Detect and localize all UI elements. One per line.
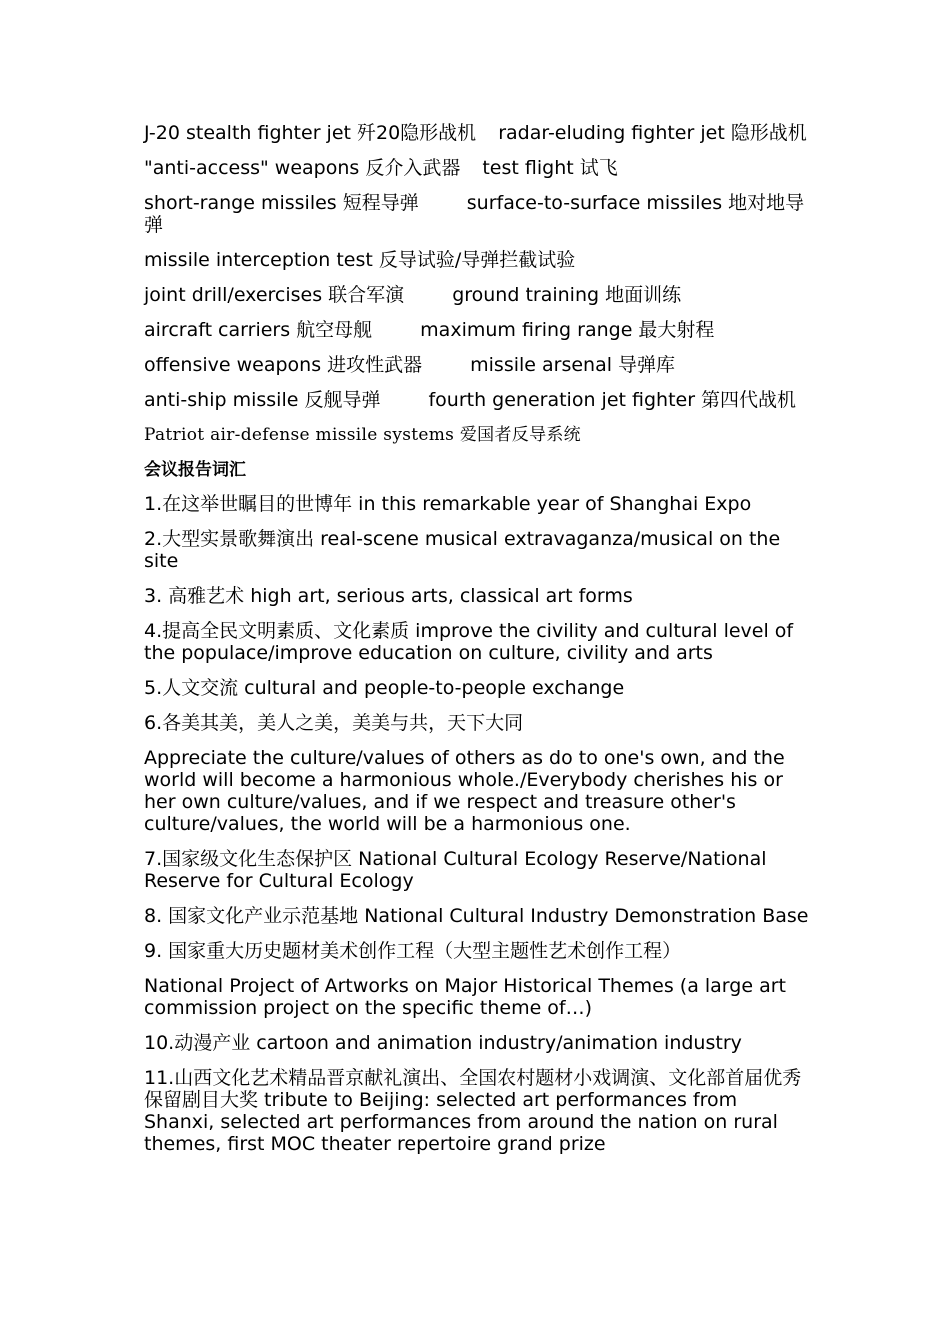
vocab-term: test flight 试飞: [482, 157, 618, 179]
vocab-term: radar-eluding fighter jet 隐形战机: [498, 122, 807, 144]
vocab-term: missile arsenal 导弹库: [470, 354, 676, 376]
list-item: 10.动漫产业 cartoon and animation industry/animation industry: [144, 1032, 742, 1054]
list-item: Appreciate the culture/values of others as do to one's own, and the world will become a harmonious whole./Everybody cherishes his or her own culture/values, and if we respect and treasure other's culture/values, the world will be a harmonious one.: [144, 747, 785, 835]
vocab-line-2: [144, 157, 812, 179]
patriot-line: Patriot air-defense missile systems 爱国者反导系统: [144, 425, 581, 445]
document-page: [144, 122, 812, 1168]
vocab-term: offensive weapons 进攻性武器: [144, 354, 423, 376]
list-item: 4.提高全民文明素质、文化素质 improve the civility and cultural level of the populace/improve education on culture, civility and arts: [144, 620, 794, 664]
vocab-term: missile interception test 反导试验/导弹拦截试验: [144, 249, 576, 271]
vocab-line-7: [144, 354, 812, 376]
vocab-term: maximum firing range 最大射程: [420, 319, 715, 341]
list-item: 9. 国家重大历史题材美术创作工程（大型主题性艺术创作工程）: [144, 940, 682, 962]
vocab-line-4: [144, 249, 812, 271]
vocab-line-8: [144, 389, 812, 411]
vocab-term: surface-to-surface missiles 地对地导弹: [144, 192, 805, 236]
vocab-line-5: [144, 284, 812, 306]
vocab-term: fourth generation jet fighter 第四代战机: [428, 389, 797, 411]
vocab-line-6: [144, 319, 812, 341]
list-item: 8. 国家文化产业示范基地 National Cultural Industry Demonstration Base: [144, 905, 809, 927]
vocab-term: anti-ship missile 反舰导弹: [144, 389, 381, 411]
list-item: 2.大型实景歌舞演出 real-scene musical extravaganza/musical on the site: [144, 528, 781, 572]
vocab-term: aircraft carriers 航空母舰: [144, 319, 373, 341]
vocab-line-3: [144, 192, 812, 236]
vocab-term: short-range missiles 短程导弹: [144, 192, 419, 214]
vocab-term: joint drill/exercises 联合军演: [144, 284, 405, 306]
list-item: 7.国家级文化生态保护区 National Cultural Ecology Reserve/National Reserve for Cultural Ecology: [144, 848, 767, 892]
section-heading: 会议报告词汇: [144, 460, 246, 480]
vocab-term: J-20 stealth fighter jet 歼20隐形战机: [144, 122, 477, 144]
list-item: 6.各美其美，美人之美，美美与共，天下大同: [144, 712, 524, 734]
list-item: 3. 高雅艺术 high art, serious arts, classical art forms: [144, 585, 633, 607]
vocab-term: "anti-access" weapons 反介入武器: [144, 157, 461, 179]
list-item: National Project of Artworks on Major Historical Themes (a large art commission project on the specific theme of…): [144, 975, 786, 1019]
list-item: 11.山西文化艺术精品晋京献礼演出、全国农村题材小戏调演、文化部首届优秀保留剧目大奖 tribute to Beijing: selected art performances from Shanxi, selected art performances from around the nation on rural themes, first MOC theater repertoire grand prize: [144, 1067, 802, 1155]
list-item: 5.人文交流 cultural and people-to-people exchange: [144, 677, 625, 699]
vocab-line-1: [144, 122, 812, 144]
list-item: 1.在这举世瞩目的世博年 in this remarkable year of Shanghai Expo: [144, 493, 752, 515]
vocab-term: ground training 地面训练: [452, 284, 682, 306]
